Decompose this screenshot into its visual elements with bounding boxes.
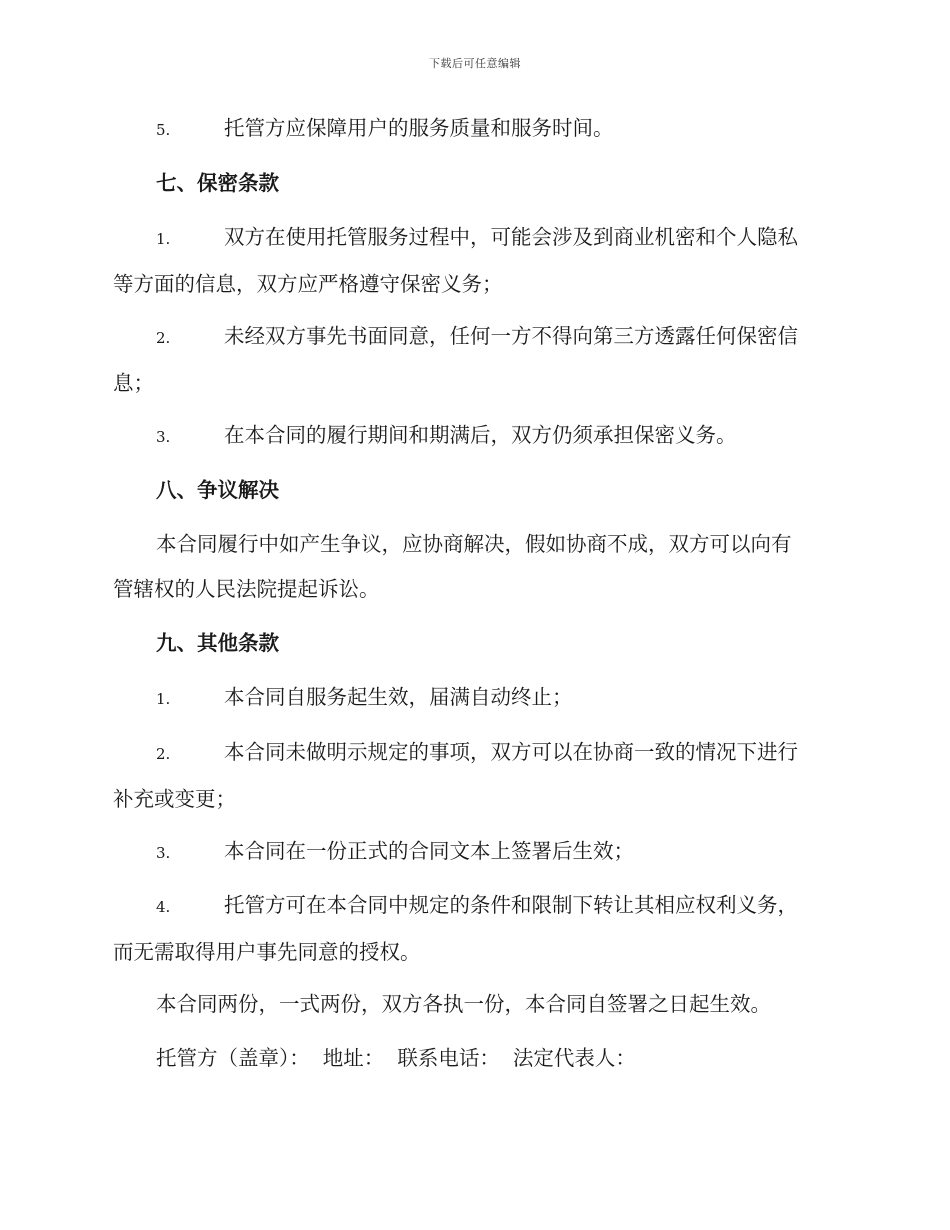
item-number: 2.: [156, 329, 171, 347]
item-text: 在本合同的履行期间和期满后，双方仍须承担保密义务。: [224, 423, 737, 447]
section-9-item-1: [113, 675, 838, 722]
section-9-item-2: [113, 730, 838, 822]
item-number: 3.: [156, 428, 171, 446]
closing-text: 本合同两份，一式两份，双方各执一份，本合同自签署之日起生效。: [156, 992, 771, 1016]
item-text: 本合同在一份正式的合同文本上签署后生效；: [224, 839, 634, 863]
section-7-title: 七、保密条款: [156, 171, 279, 195]
section-9-item-4: [113, 883, 838, 975]
signature-line: 托管方（盖章）： 地址： 联系电话： 法定代表人：: [156, 1046, 636, 1070]
item-number: 2.: [156, 745, 171, 763]
item-number: 1.: [156, 690, 171, 708]
item-text-line1: 未经双方事先书面同意，任何一方不得向第三方透露任何保密信: [224, 324, 798, 348]
section-7-item-1: [113, 215, 838, 307]
item-text-line2: 等方面的信息，双方应严格遵守保密义务；: [113, 272, 503, 296]
item-text-line1: 托管方可在本合同中规定的条件和限制下转让其相应权利义务，: [224, 893, 798, 917]
item-text: 本合同自服务起生效，届满自动终止；: [224, 685, 573, 709]
section-9-item-3: [113, 829, 838, 876]
signature-block: [113, 1036, 838, 1081]
item-number: 4.: [156, 898, 171, 916]
item-text: 托管方应保障用户的服务质量和服务时间。: [224, 116, 614, 140]
section-8-title: 八、争议解决: [156, 478, 279, 502]
item-text-line1: 本合同未做明示规定的事项，双方可以在协商一致的情况下进行: [224, 740, 798, 764]
page-header-note: 下载后可任意编辑: [429, 57, 521, 70]
item-number: 1.: [156, 230, 171, 248]
section-8-paragraph: [113, 522, 838, 612]
paragraph-line1: 本合同履行中如产生争议，应协商解决，假如协商不成，双方可以向有: [156, 532, 792, 556]
section-7-item-3: [113, 413, 838, 460]
item-text-line1: 双方在使用托管服务过程中，可能会涉及到商业机密和个人隐私: [224, 225, 798, 249]
clause6-item-5: [113, 106, 838, 153]
paragraph-line2: 管辖权的人民法院提起诉讼。: [113, 577, 380, 601]
item-text-line2: 而无需取得用户事先同意的授权。: [113, 940, 421, 964]
item-text-line2: 补充或变更；: [113, 787, 236, 811]
section-9-title: 九、其他条款: [156, 631, 279, 655]
closing-paragraph: [113, 982, 838, 1027]
item-number: 3.: [156, 844, 171, 862]
section-7-item-2: [113, 314, 838, 406]
item-number: 5.: [156, 121, 171, 139]
item-text-line2: 息；: [113, 371, 154, 395]
